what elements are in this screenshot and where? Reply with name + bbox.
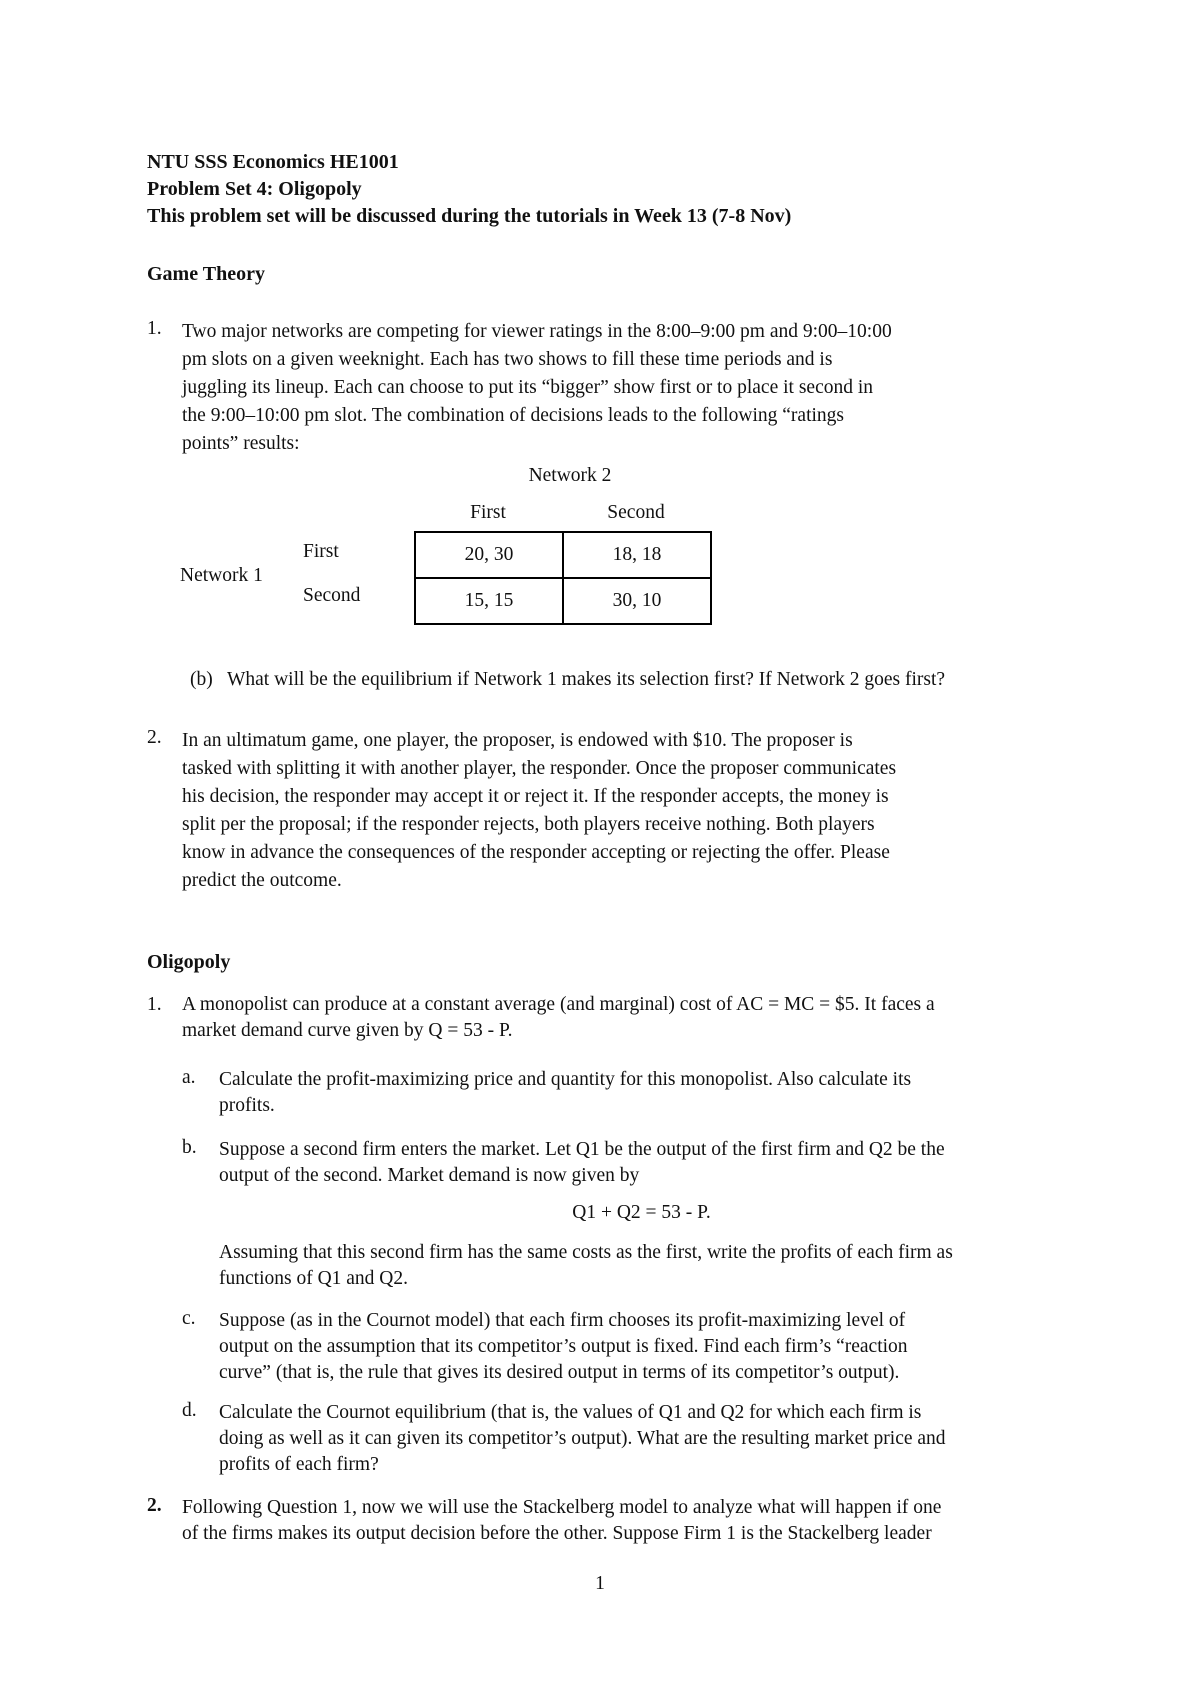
matrix-col-first: First xyxy=(470,502,506,523)
oligopoly-q1-line1: A monopolist can produce at a constant average (and marginal) cost of AC = MC = $5. It faces a xyxy=(182,994,935,1015)
section-heading-game-theory: Game Theory xyxy=(147,263,265,285)
payoff-matrix xyxy=(414,531,712,625)
section-heading-oligopoly: Oligopoly xyxy=(147,951,231,973)
part-b-line3: Assuming that this second firm has the same costs as the first, write the profits of each firm as xyxy=(219,1242,953,1263)
matrix-col-second: Second xyxy=(607,502,665,523)
question-number: 1. xyxy=(147,994,162,1015)
part-label: b. xyxy=(182,1137,197,1158)
part-label: (b) xyxy=(190,669,213,690)
payoff-cell: 20, 30 xyxy=(415,532,563,578)
part-c-text: Suppose (as in the Cournot model) that each firm chooses its profit-maximizing level of output on the assumption that its competitor’s output is fixed. Find each firm’s “reaction curve” (that is, the rule that gives its desired output in terms of its competitor’s output). xyxy=(219,1310,908,1383)
matrix-row-second: Second xyxy=(303,585,361,606)
question-number: 1. xyxy=(147,318,162,339)
part-b-line4: functions of Q1 and Q2. xyxy=(219,1268,409,1289)
payoff-cell: 30, 10 xyxy=(563,578,711,624)
demand-equation: Q1 + Q2 = 53 - P. xyxy=(572,1202,711,1223)
question-number: 2. xyxy=(147,727,162,748)
part-b-line1: Suppose a second firm enters the market. Let Q1 be the output of the first firm and Q2 be the xyxy=(219,1139,945,1160)
oligopoly-q2-text: Following Question 1, now we will use the Stackelberg model to analyze what will happen if one of the firms makes its output decision before the other. Suppose Firm 1 is the Stackelberg leader xyxy=(182,1497,942,1544)
part-label: c. xyxy=(182,1308,196,1329)
part-d-line1: Calculate the Cournot equilibrium (that is, the values of Q1 and Q2 for which each firm is xyxy=(219,1402,922,1423)
matrix-row-first: First xyxy=(303,541,339,562)
part-label: a. xyxy=(182,1067,196,1088)
part-b-text: What will be the equilibrium if Network 1 makes its selection first? If Network 2 goes first? xyxy=(227,669,946,690)
question-number: 2. xyxy=(147,1495,162,1516)
course-title: NTU SSS Economics HE1001 xyxy=(147,151,399,173)
payoff-cell: 18, 18 xyxy=(563,532,711,578)
payoff-cell: 15, 15 xyxy=(415,578,563,624)
problem-set-title: Problem Set 4: Oligopoly xyxy=(147,178,362,200)
part-a-text: Calculate the profit-maximizing price and quantity for this monopolist. Also calculate its profits. xyxy=(219,1069,912,1116)
part-label: d. xyxy=(182,1400,197,1421)
oligopoly-q1-line2: market demand curve given by Q = 53 - P. xyxy=(182,1020,513,1041)
discussion-note: This problem set will be discussed during the tutorials in Week 13 (7-8 Nov) xyxy=(147,205,792,227)
matrix-row-player: Network 1 xyxy=(180,565,263,586)
question-2-text: In an ultimatum game, one player, the proposer, is endowed with $10. The proposer is tasked with splitting it with another player, the responder. Once the proposer communicates his decision, the responder may accept it or reject it. If the responder accepts, the money is split per the proposal; if the responder rejects, both players receive nothing. Both players know in advance the consequences of the responder accepting or rejecting the offer. Please predict the outcome. xyxy=(182,730,897,891)
question-1-text: Two major networks are competing for viewer ratings in the 8:00–9:00 pm and 9:00–10:00 pm slots on a given weeknight. Each has two shows to fill these time periods and is juggling its lineup. Each can choose to put its “bigger” show first or to place it second in the 9:00–10:00 pm slot. The combination of decisions leads to the following “ratings points” results: xyxy=(182,321,892,454)
part-b-line2: output of the second. Market demand is now given by xyxy=(219,1165,640,1186)
part-d-text: doing as well as it can given its competitor’s output). What are the resulting market price and profits of each firm? xyxy=(219,1428,946,1475)
page-number: 1 xyxy=(595,1573,605,1594)
matrix-col-player: Network 2 xyxy=(528,465,612,486)
